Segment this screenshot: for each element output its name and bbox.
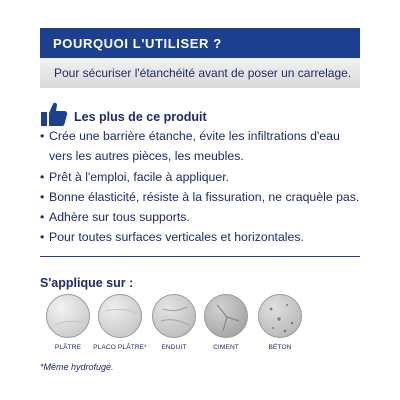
surface-label: BÉTON	[268, 344, 292, 351]
benefit-item: • Pour toutes surfaces verticales et horizontales.	[40, 227, 365, 247]
benefit-item: • Crée une barrière étanche, évite les infiltrations d'eau vers les autres pièces, les meubles.	[40, 126, 365, 167]
section-divider	[40, 256, 360, 257]
applies-title: S'applique sur :	[40, 276, 134, 290]
benefit-item: • Adhère sur tous supports.	[40, 207, 365, 227]
thumbs-up-icon	[40, 101, 68, 127]
placo-platre-texture-icon	[98, 294, 142, 338]
beton-texture-icon	[258, 294, 302, 338]
enduit-texture-icon	[152, 294, 196, 338]
surface-label: ENDUIT	[161, 344, 187, 351]
benefit-item: • Bonne élasticité, résiste à la fissuration, ne craquèle pas.	[40, 187, 365, 207]
section-title: POURQUOI L'UTILISER ?	[53, 36, 222, 51]
surface-item-platre	[40, 294, 96, 351]
surface-list	[40, 294, 360, 354]
benefits-heading	[40, 101, 207, 127]
benefits-list	[40, 126, 365, 248]
surface-item-placo-platre	[92, 294, 148, 351]
benefits-title: Les plus de ce produit	[74, 110, 207, 124]
usage-banner	[40, 58, 360, 88]
surface-label: PLÂTRE	[54, 344, 82, 351]
benefit-item: • Prêt à l'emploi, facile à appliquer.	[40, 167, 365, 187]
section-header	[40, 28, 360, 58]
ciment-texture-icon	[204, 294, 248, 338]
surface-item-enduit	[146, 294, 202, 351]
surface-item-ciment	[198, 294, 254, 351]
surface-label: CIMENT	[213, 344, 239, 351]
usage-text: Pour sécuriser l'étanchéité avant de poser un carrelage.	[54, 66, 352, 80]
surface-label: PLACO PLÂTRE*	[93, 344, 147, 351]
footnote: *Même hydrofugé.	[40, 362, 114, 372]
platre-texture-icon	[46, 294, 90, 338]
surface-item-beton	[252, 294, 308, 351]
